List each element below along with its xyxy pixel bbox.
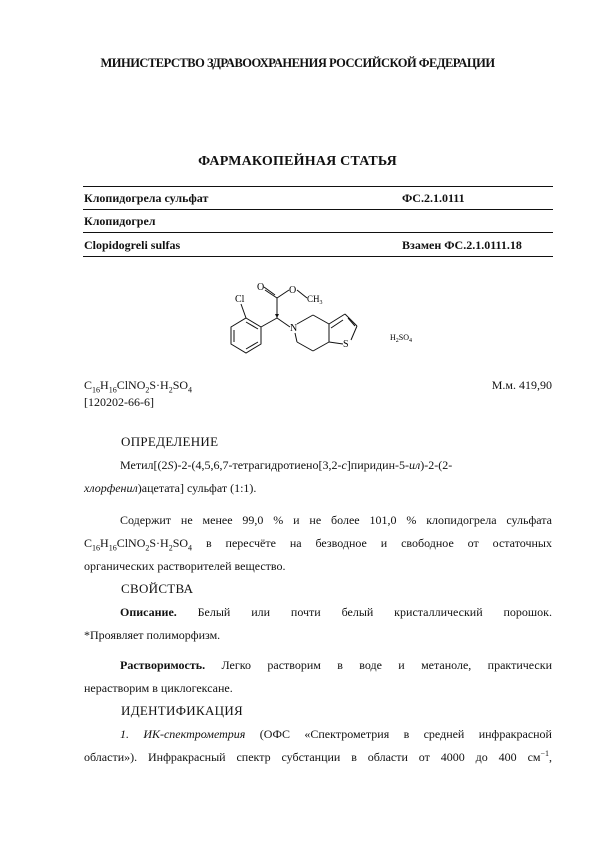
- solubility-line-2: нерастворим в циклогексане.: [84, 681, 233, 695]
- name-row-2: [84, 214, 552, 229]
- molecular-mass: М.м. 419,90: [491, 378, 552, 392]
- divider-bottom: [83, 256, 553, 257]
- name-row-1: [84, 191, 552, 206]
- replaces-code: Взамен ФС.2.1.0111.18: [402, 238, 522, 252]
- name-row-3: [84, 238, 552, 253]
- structural-formula: [205, 276, 430, 376]
- substance-name-latin: Clopidogreli sulfas: [84, 238, 181, 252]
- divider-2: [83, 232, 553, 233]
- atom-n: N: [290, 323, 298, 334]
- content-paragraph: [84, 509, 552, 578]
- section-properties-heading: СВОЙСТВА: [121, 581, 194, 596]
- ir-paragraph: [84, 723, 552, 769]
- ministry-header: МИНИСТЕРСТВО ЗДРАВООХРАНЕНИЯ РОССИЙСКОЙ ФЕДЕРАЦИИ: [100, 56, 495, 70]
- chemical-name-line-2: хлорфенил)ацетата] сульфат (1:1).: [84, 481, 257, 495]
- formula-row: [84, 378, 552, 393]
- substance-name-ru: Клопидогрела сульфат: [84, 191, 209, 205]
- atom-s: S: [343, 339, 349, 350]
- chemical-name-line-1: Метил[(2S)-2-(4,5,6,7-тетрагидротиено[3,2-c]пиридин-5-ил)-2-(2-: [120, 458, 453, 472]
- description-paragraph: [84, 601, 552, 647]
- chemical-name-paragraph: [84, 454, 552, 500]
- cas-number: [120202-66-6]: [84, 395, 154, 409]
- content-line-1: Содержит не менее 99,0 % и не более 101,0 % клопидогрела сульфата: [120, 513, 552, 527]
- polymorphism-note: *Проявляет полиморфизм.: [84, 628, 221, 642]
- solubility-line-1: Растворимость. Легко растворим в воде и метаноле, практически: [120, 658, 552, 672]
- inn-name-ru: Клопидогрел: [84, 214, 156, 228]
- ir-line-1: 1. ИК-спектрометрия (ОФС «Спектрометрия в средней инфракрасной: [120, 727, 552, 741]
- atom-o-carbonyl: O: [257, 282, 265, 293]
- solubility-paragraph: [84, 654, 552, 700]
- molecular-formula: $C_{16}H_{16}ClNO_2S\cdot H_2SO_4$: [84, 378, 193, 395]
- atom-cl: Cl: [235, 294, 245, 305]
- sulfuric-acid-label: $H_2SO_4$: [390, 333, 413, 344]
- description-line-1: Описание. Белый или почти белый кристаллический порошок.: [120, 605, 552, 619]
- divider-1: [83, 209, 553, 210]
- content-line-2: $C_{16}H_{16}ClNO_2S\cdot H_2SO_4$ в пересчёте на безводное и свободное от остаточных: [84, 536, 552, 553]
- section-identification-heading: ИДЕНТИФИКАЦИЯ: [121, 703, 243, 718]
- divider-top: [83, 186, 553, 187]
- monograph-code: ФС.2.1.0111: [402, 191, 465, 205]
- atom-ch3: $CH_3$: [307, 294, 323, 306]
- document-title: ФАРМАКОПЕЙНАЯ СТАТЬЯ: [198, 154, 397, 169]
- section-definition-heading: ОПРЕДЕЛЕНИЕ: [121, 434, 219, 449]
- content-line-3: органических растворителей вещество.: [84, 559, 286, 573]
- atom-o-ester: O: [289, 285, 297, 296]
- ir-line-2: области»). Инфракрасный спектр субстанции в области от 4000 до 400 $см^{-1}$,: [84, 749, 552, 764]
